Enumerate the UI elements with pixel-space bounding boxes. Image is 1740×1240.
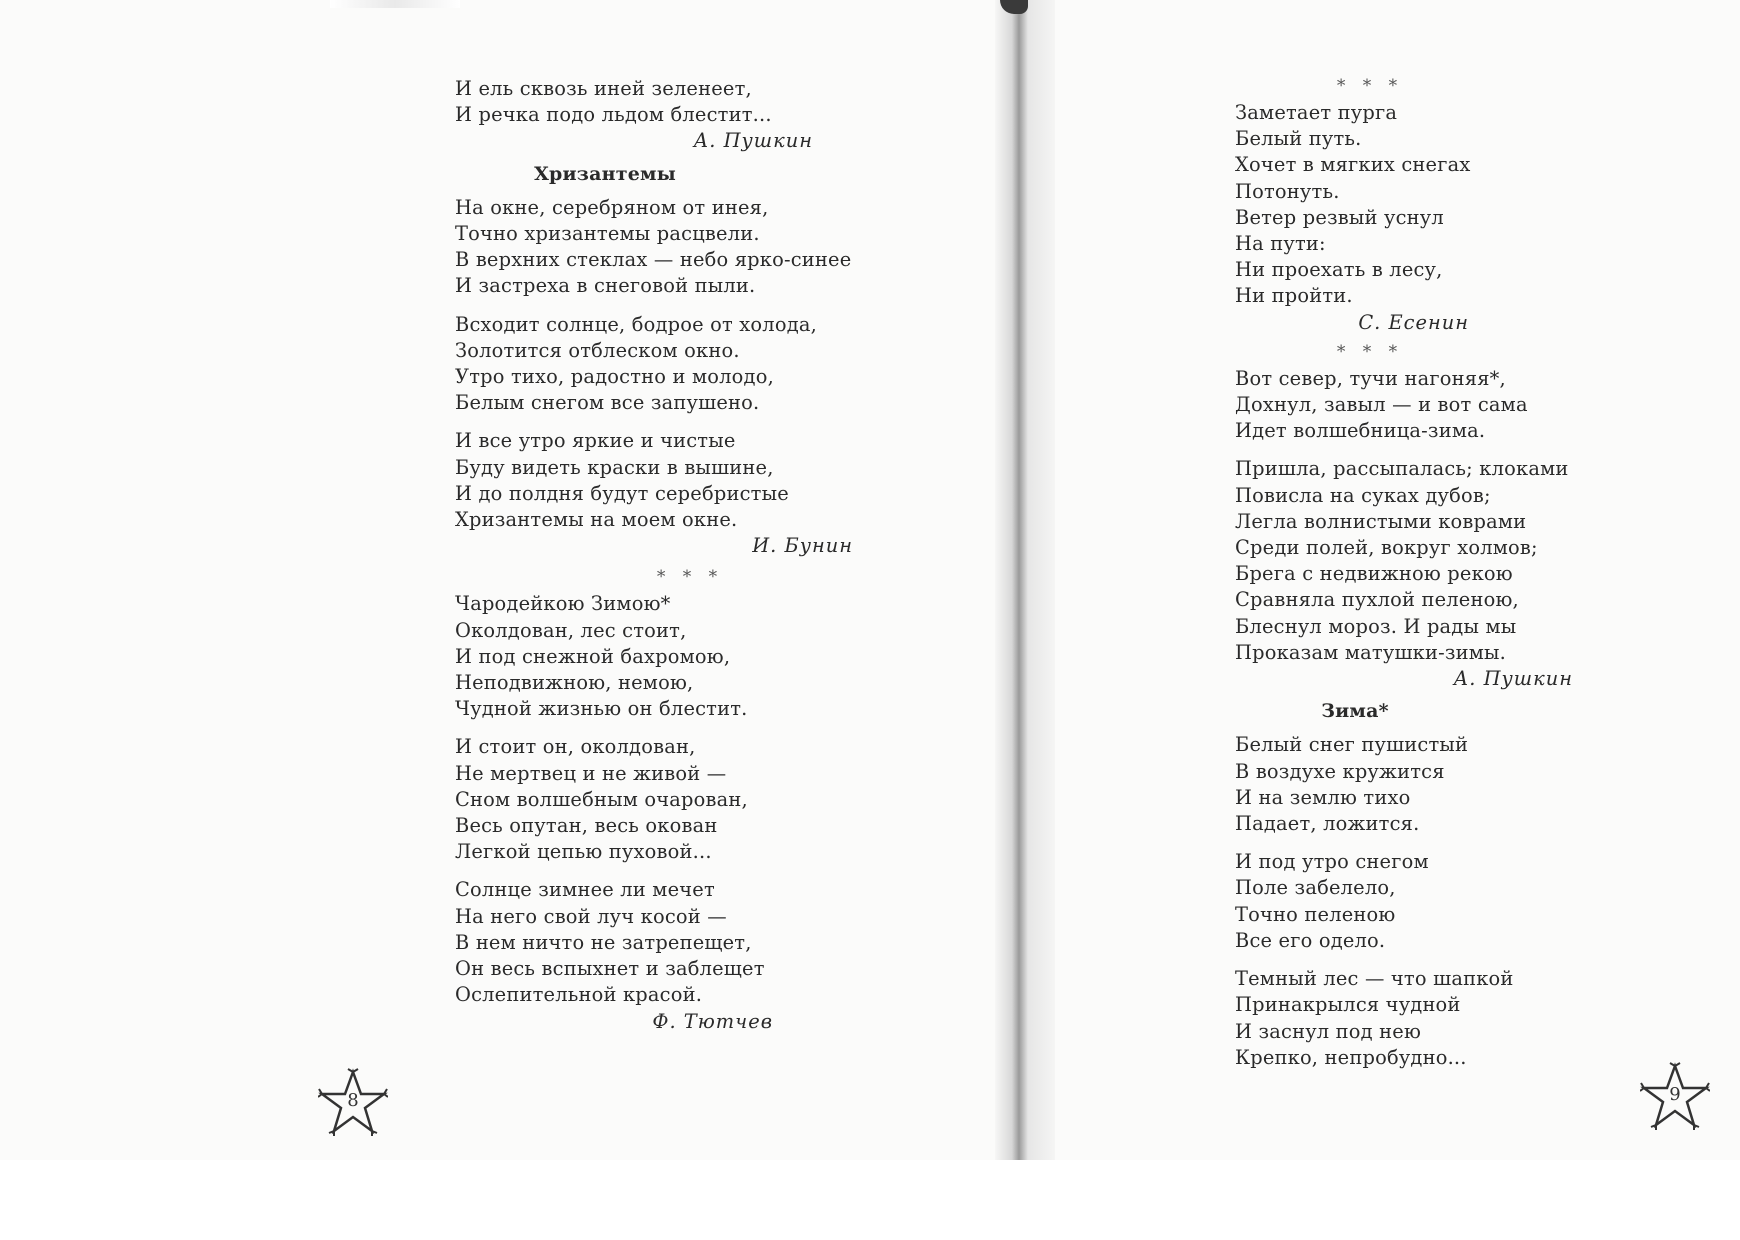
verse-line: Белый путь. xyxy=(1235,127,1362,151)
verse-line: И все утро яркие и чистые xyxy=(455,429,736,453)
verse-line: Точно пеленою xyxy=(1235,902,1396,926)
verse-line: Весь опутан, весь окован xyxy=(455,814,718,838)
verse-line: Дохнул, завыл — и вот сама xyxy=(1235,393,1528,417)
poem-author: А. Пушкин xyxy=(693,129,813,153)
poem-author: С. Есенин xyxy=(1358,310,1469,334)
verse-line: Ни пройти. xyxy=(1235,284,1353,308)
verse-line: Хочет в мягких снегах xyxy=(1235,153,1471,177)
section-stars: * * * xyxy=(656,567,724,588)
poem-title: Хризантемы xyxy=(534,162,676,185)
verse-line: И заснул под нею xyxy=(1235,1019,1422,1043)
verse-line: И речка подо льдом блестит... xyxy=(455,103,772,127)
verse-line: Буду видеть краски в вышине, xyxy=(455,455,774,479)
verse-line: В нем ничто не затрепещет, xyxy=(455,930,752,954)
poem-esenin xyxy=(1235,74,1635,336)
verse-line: Околдован, лес стоит, xyxy=(455,618,687,642)
page-number: 9 xyxy=(1669,1084,1681,1105)
verse-line: На него свой луч косой — xyxy=(455,904,727,928)
pushkin-fragment xyxy=(455,76,875,155)
verse-line: Легкой цепью пуховой... xyxy=(455,840,712,864)
right-page-text xyxy=(1235,70,1635,1071)
poem-author: И. Бунин xyxy=(752,534,853,558)
verse-line: Всходит солнце, бодрое от холода, xyxy=(455,312,817,336)
scan-smudge xyxy=(330,0,460,8)
verse-line: Потонуть. xyxy=(1235,179,1340,203)
verse-line: Он весь вспыхнет и заблещет xyxy=(455,957,765,981)
verse-line: И под утро снегом xyxy=(1235,850,1429,874)
verse-line: Утро тихо, радостно и молодо, xyxy=(455,365,774,389)
verse-line: Темный лес — что шапкой xyxy=(1235,967,1514,991)
verse-line: Не мертвец и не живой — xyxy=(455,761,727,785)
verse-line: Пришла, рассыпалась; клоками xyxy=(1235,457,1569,481)
verse-line: Идет волшебница-зима. xyxy=(1235,419,1486,443)
section-stars: * * * xyxy=(1336,76,1404,96)
poem-khrizantemy xyxy=(455,161,875,560)
verse-line: Заметает пурга xyxy=(1235,101,1398,124)
section-stars: * * * xyxy=(1336,341,1404,362)
verse-line: Неподвижною, немою, xyxy=(455,671,694,695)
verse-line: В воздухе кружится xyxy=(1235,759,1445,783)
verse-line: Ослепительной красой. xyxy=(455,983,703,1007)
verse-line: Принакрылся чудной xyxy=(1235,993,1461,1017)
verse-line: Брега с недвижною рекою xyxy=(1235,562,1513,586)
verse-line: Хризантемы на моем окне. xyxy=(455,508,738,532)
poem-vot-sever xyxy=(1235,340,1635,692)
verse-line: И под снежной бахромою, xyxy=(455,644,731,668)
verse-line: И застреха в снеговой пыли. xyxy=(455,274,756,298)
verse-line: И до полдня будут серебристые xyxy=(455,481,789,505)
verse-line: В верхних стеклах — небо ярко-синее xyxy=(455,248,852,272)
verse-line: Легла волнистыми коврами xyxy=(1235,509,1527,533)
verse-line: Сном волшебным очарован, xyxy=(455,787,748,811)
page-number: 8 xyxy=(347,1090,359,1111)
verse-line: Точно хризантемы расцвели. xyxy=(455,222,760,246)
verse-line: Падает, ложится. xyxy=(1235,812,1420,836)
verse-line: Все его одело. xyxy=(1235,928,1386,952)
verse-line: На пути: xyxy=(1235,232,1326,256)
verse-line: И ель сквозь иней зеленеет, xyxy=(455,77,752,100)
verse-line: Ветер резвый уснул xyxy=(1235,205,1444,229)
left-page-text xyxy=(455,76,875,1035)
verse-line: Проказам матушки-зимы. xyxy=(1235,640,1507,664)
verse-line: Золотится отблеском окно. xyxy=(455,338,740,362)
verse-line: Чудной жизнью он блестит. xyxy=(455,697,748,721)
verse-line: Белым снегом все запушено. xyxy=(455,391,760,415)
verse-line: Среди полей, вокруг холмов; xyxy=(1235,536,1538,560)
verse-line: И стоит он, околдован, xyxy=(455,735,696,759)
poem-author: Ф. Тютчев xyxy=(652,1009,773,1033)
page-number-badge-left xyxy=(318,1068,388,1138)
scan-margin xyxy=(0,1160,1740,1240)
book-gutter xyxy=(995,0,1055,1160)
verse-line: Крепко, непробудно... xyxy=(1235,1045,1467,1069)
verse-line: Вот север, тучи нагоняя*, xyxy=(1235,366,1506,390)
verse-line: Блеснул мороз. И рады мы xyxy=(1235,614,1517,638)
verse-line: И на землю тихо xyxy=(1235,785,1411,809)
verse-line: Белый снег пушистый xyxy=(1235,733,1469,757)
verse-line: Поле забелело, xyxy=(1235,876,1396,900)
verse-line: Повисла на суках дубов; xyxy=(1235,483,1491,507)
poem-zima xyxy=(1235,698,1635,1071)
poem-title: Зима* xyxy=(1321,700,1389,723)
verse-line: Ни проехать в лесу, xyxy=(1235,258,1443,282)
poem-charodeykoyu xyxy=(455,565,875,1034)
verse-line: На окне, серебряном от инея, xyxy=(455,195,769,219)
verse-line: Солнце зимнее ли мечет xyxy=(455,878,715,902)
verse-line: Сравняла пухлой пеленою, xyxy=(1235,588,1519,612)
verse-line: Чародейкою Зимою* xyxy=(455,592,671,616)
poem-author: А. Пушкин xyxy=(1453,667,1573,691)
page-number-badge-right xyxy=(1640,1062,1710,1132)
